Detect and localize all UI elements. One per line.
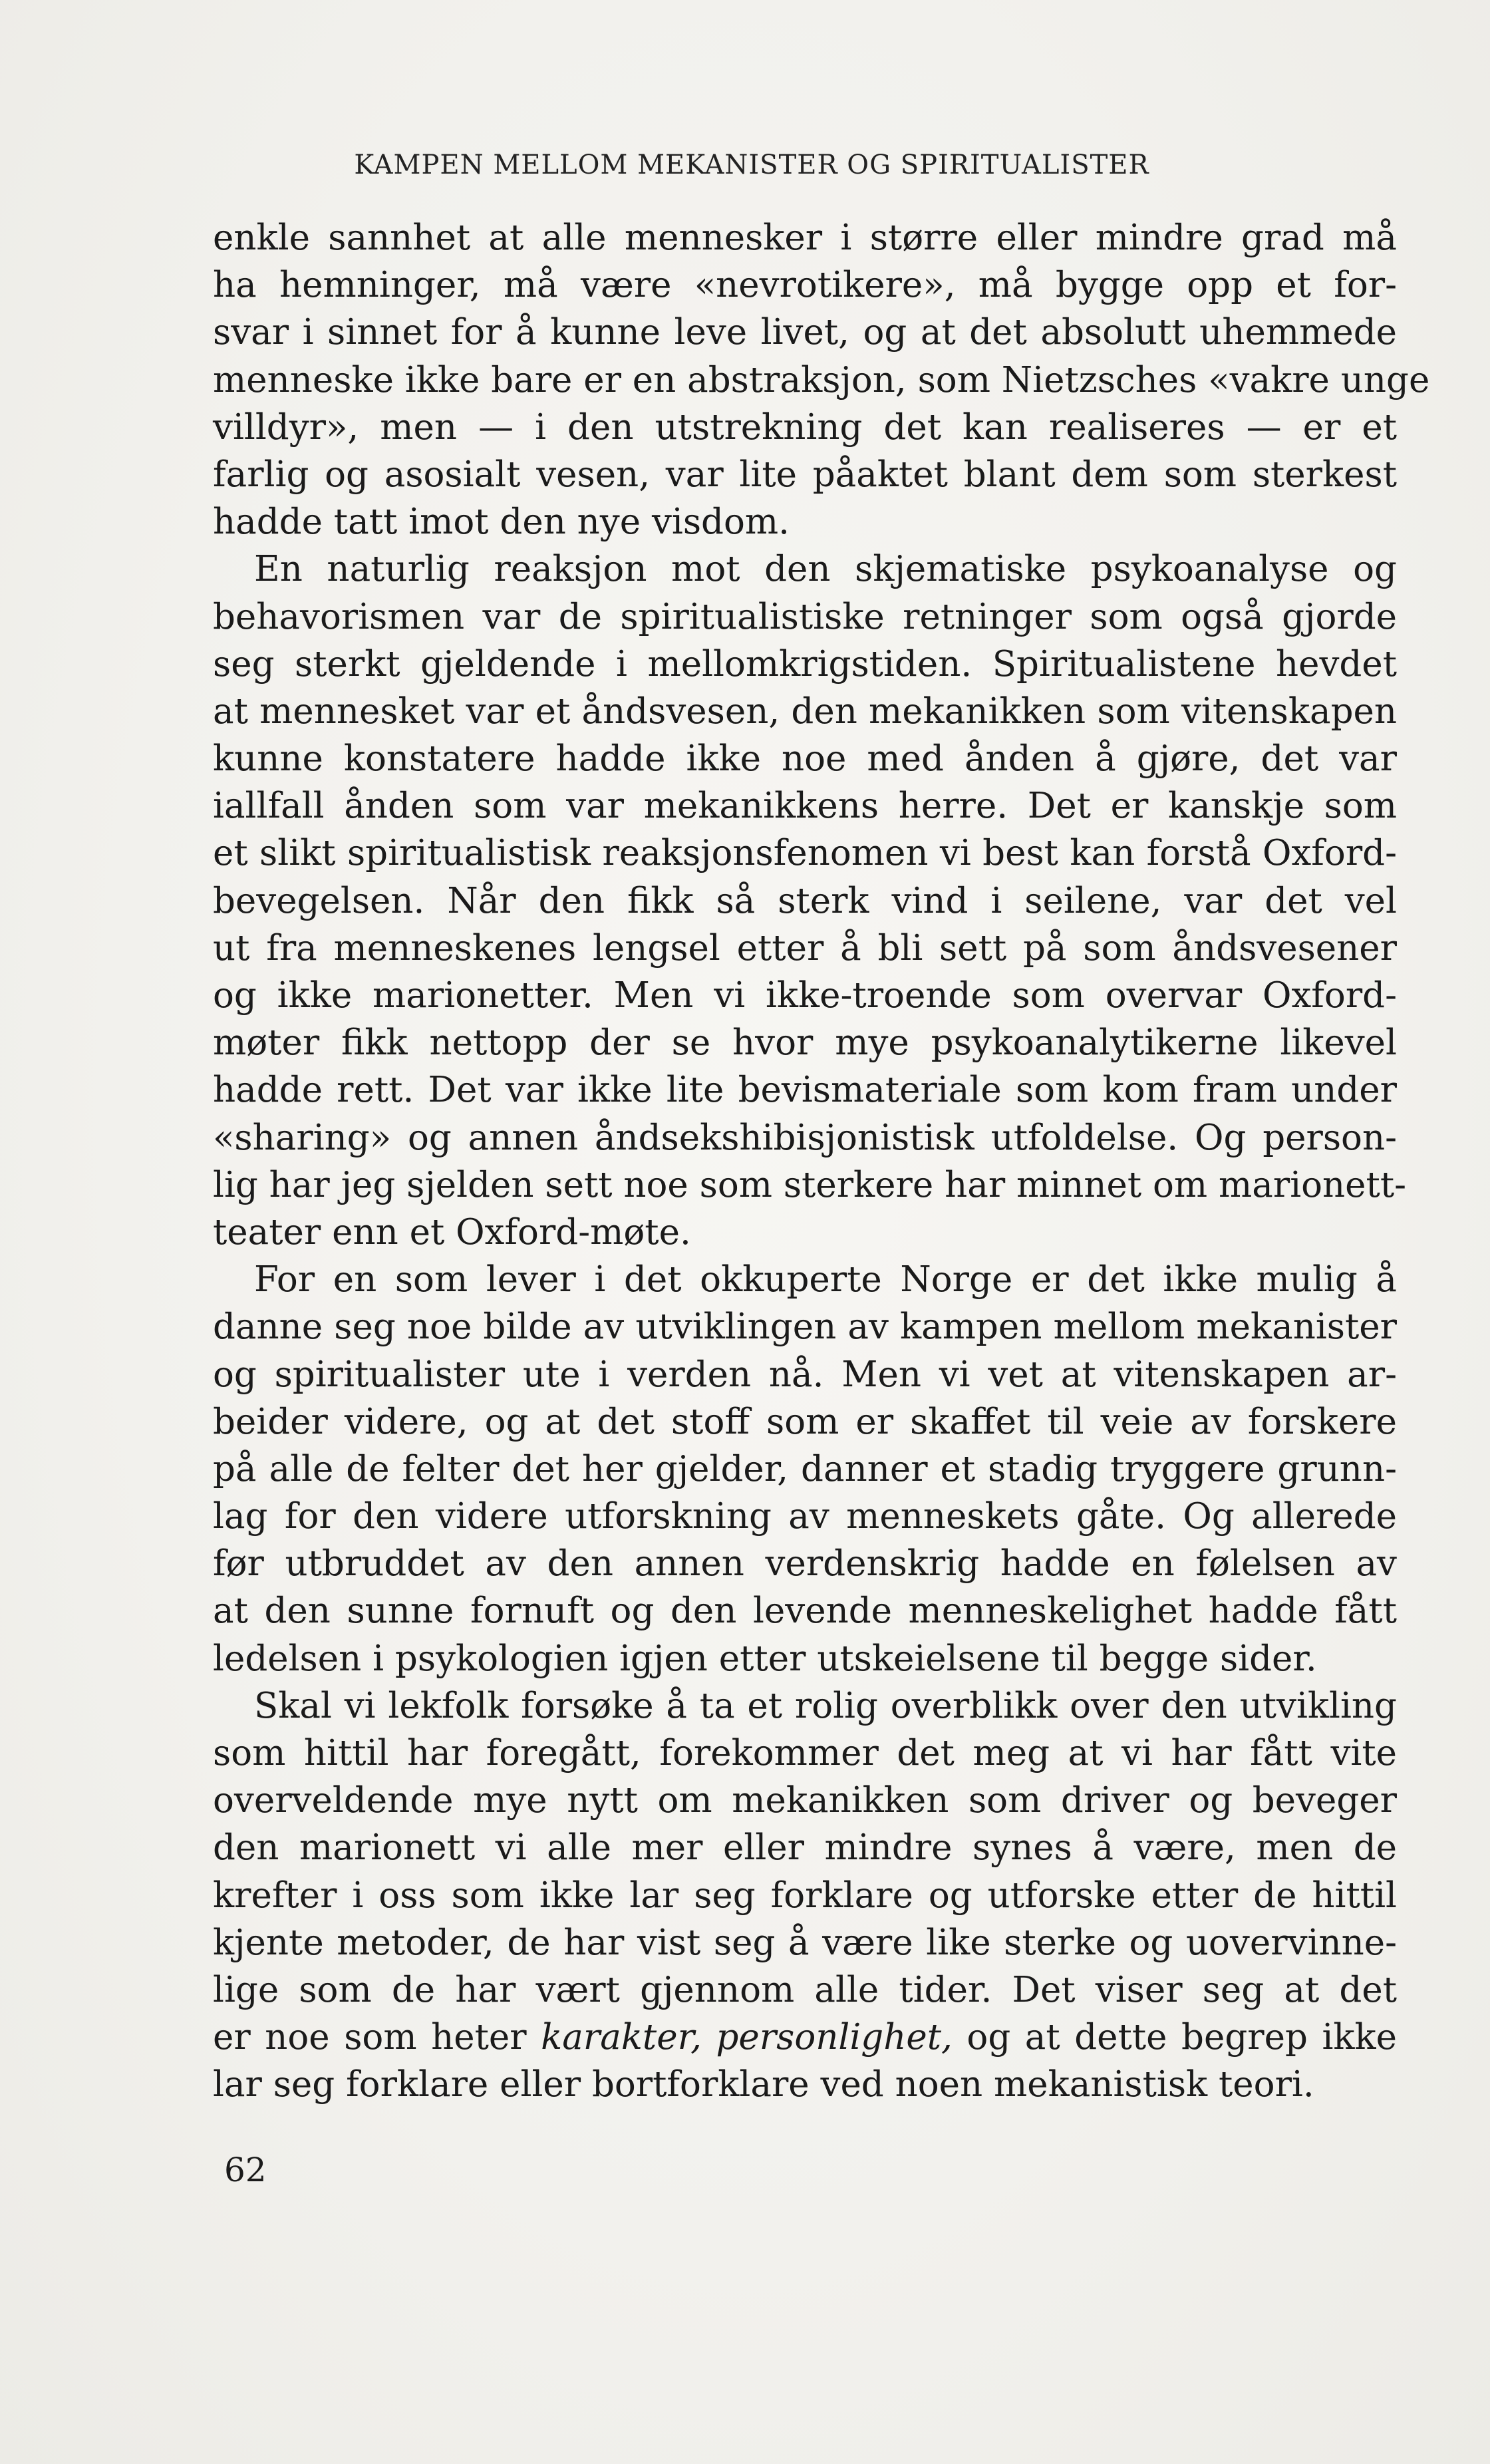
text-line: lige som de har vært gjennom alle tider. Det viser seg at det [213, 1969, 1397, 2010]
text-line: som hittil har foregått, forekommer det meg at vi har fått vite [213, 1733, 1397, 1773]
text-line: på alle de felter det her gjelder, danner et stadig tryggere grunn- [213, 1448, 1397, 1489]
text-line: før utbruddet av den annen verdenskrig hadde en følelsen av [213, 1543, 1397, 1585]
text-line: danne seg noe bilde av utviklingen av kampen mellom mekanister [213, 1307, 1397, 1348]
text-line: farlig og asosialt vesen, var lite påaktet blant dem som sterkest [213, 454, 1397, 495]
text-line: at mennesket var et åndsvesen, den mekanikken som vitenskapen [213, 691, 1397, 732]
text-line: og ikke marionetter. Men vi ikke-troende som overvar Oxford- [213, 975, 1397, 1016]
text-line: Skal vi lekfolk forsøke å ta et rolig overblikk over den utvikling [254, 1685, 1397, 1726]
text-line: bevegelsen. Når den fikk så sterk vind i seilene, var det vel [213, 880, 1397, 921]
text-line: lar seg forklare eller bortforklare ved noen mekanistisk teori. [213, 2064, 1314, 2105]
text-run: er noe som heter [213, 2017, 541, 2058]
text-line: at den sunne fornuft og den levende menneskelighet hadde fått [213, 1591, 1397, 1632]
text-line: kunne konstatere hadde ikke noe med ånden å gjøre, det var [213, 738, 1397, 780]
text-line: iallfall ånden som var mekanikkens herre. Det er kanskje som [213, 786, 1397, 827]
text-line: En naturlig reaksjon mot den skjematiske psykoanalyse og [254, 549, 1397, 590]
text-line: enkle sannhet at alle mennesker i større eller mindre grad må [213, 218, 1397, 258]
paragraph-1 [213, 214, 1430, 545]
text-line: ledelsen i psykologien igjen etter utskeielsene til begge sider. [213, 1638, 1317, 1679]
body-text [213, 214, 1430, 2109]
text-line: kjente metoder, de har vist seg å være like sterke og uovervinne- [213, 1922, 1397, 1963]
text-line: For en som lever i det okkuperte Norge er det ikke mulig å [254, 1259, 1397, 1301]
text-line: ut fra menneskenes lengsel etter å bli sett på som åndsvesener [213, 927, 1397, 969]
italic-text-run: karakter, personlighet, [541, 2017, 953, 2058]
paragraph-4 [213, 1682, 1397, 2109]
text-line: overveldende mye nytt om mekanikken som driver og beveger [213, 1780, 1397, 1821]
text-line: hadde tatt imot den nye visdom. [213, 502, 790, 543]
text-line: beider videre, og at det stoff som er skaffet til veie av forskere [213, 1401, 1397, 1442]
text-line: et slikt spiritualistisk reaksjonsfenomen vi best kan forstå Oxford- [213, 833, 1397, 874]
text-line: villdyr», men — i den utstrekning det kan realiseres — er et [213, 406, 1397, 448]
paragraph-2 [213, 545, 1407, 1256]
text-line: teater enn et Oxford-møte. [213, 1211, 691, 1253]
text-line: «sharing» og annen åndsekshibisjonistisk utfoldelse. Og person- [213, 1117, 1397, 1158]
text-run: og at dette begrep ikke [952, 2017, 1397, 2058]
text-line: lig har jeg sjelden sett noe som sterkere har minnet om marionett- [213, 1164, 1407, 1205]
paragraph-3 [213, 1256, 1397, 1682]
page-number: 62 [224, 2151, 267, 2189]
running-head: KAMPEN MELLOM MEKANISTER OG SPIRITUALISTER [354, 150, 1149, 180]
text-line: svar i sinnet for å kunne leve livet, og at det absolutt uhemmede [213, 312, 1397, 353]
text-line: hadde rett. Det var ikke lite bevismateriale som kom fram under [213, 1070, 1397, 1111]
text-line: krefter i oss som ikke lar seg forklare og utforske etter de hittil [213, 1875, 1397, 1916]
text-line: og spiritualister ute i verden nå. Men vi vet at vitenskapen ar- [213, 1354, 1397, 1395]
text-line-with-italic [213, 2014, 1397, 2061]
text-line: seg sterkt gjeldende i mellomkrigstiden. Spiritualistene hevdet [213, 643, 1397, 685]
text-line: møter fikk nettopp der se hvor mye psykoanalytikerne likevel [213, 1022, 1397, 1064]
text-line: den marionett vi alle mer eller mindre synes å være, men de [213, 1827, 1397, 1869]
text-line: menneske ikke bare er en abstraksjon, som Nietzsches «vakre unge [213, 359, 1430, 400]
text-line: behavorismen var de spiritualistiske retninger som også gjorde [213, 596, 1397, 637]
text-line: lag for den videre utforskning av menneskets gåte. Og allerede [213, 1496, 1397, 1537]
text-line: ha hemninger, må være «nevrotikere», må bygge opp et for- [213, 265, 1397, 306]
